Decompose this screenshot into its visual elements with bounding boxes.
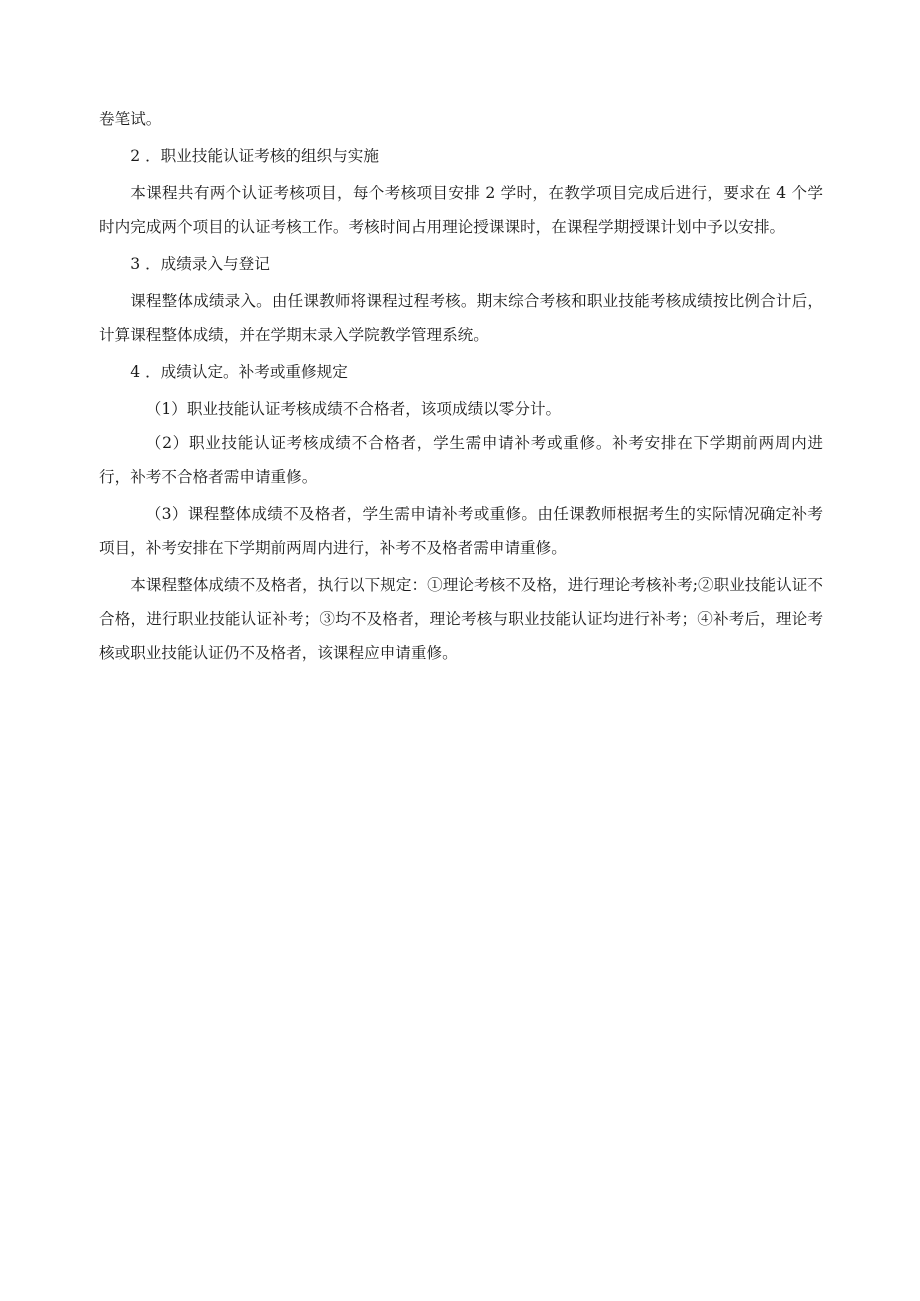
paragraph-makeup-rules: 本课程整体成绩不及格者，执行以下规定：①理论考核不及格，进行理论考核补考;②职业技能认证不合格，进行职业技能认证补考；③均不及格者，理论考核与职业技能认证均进行补考；④补考后，理论考核或职业技能认证仍不及格者，该课程应申请重修。 <box>99 576 823 662</box>
paragraph-grade-entry: 课程整体成绩录入。由任课教师将课程过程考核。期末综合考核和职业技能考核成绩按比例合计后，计算课程整体成绩，并在学期末录入学院教学管理系统。 <box>99 292 823 344</box>
document-body <box>99 102 823 673</box>
section-heading-2: 2 ．职业技能认证考核的组织与实施 <box>130 147 379 165</box>
paragraph-certification-exam: 本课程共有两个认证考核项目，每个考核项目安排 2 学时，在教学项目完成后进行，要求在 4 个学时内完成两个项目的认证考核工作。考核时间占用理论授课课时，在课程学期授课计划中予以安排。 <box>99 184 823 236</box>
paragraph-continuation: 卷笔试。 <box>99 110 162 128</box>
section-heading-4: 4 ．成绩认定。补考或重修规定 <box>130 363 348 381</box>
list-item-2: （2）职业技能认证考核成绩不合格者，学生需申请补考或重修。补考安排在下学期前两周内进行，补考不合格者需申请重修。 <box>99 434 823 486</box>
list-item-3: （3）课程整体成绩不及格者，学生需申请补考或重修。由任课教师根据考生的实际情况确定补考项目，补考安排在下学期前两周内进行，补考不及格者需申请重修。 <box>99 505 823 557</box>
list-item-1: （1）职业技能认证考核成绩不合格者，该项成绩以零分计。 <box>145 400 562 418</box>
section-heading-3: 3 ．成绩录入与登记 <box>130 255 270 273</box>
